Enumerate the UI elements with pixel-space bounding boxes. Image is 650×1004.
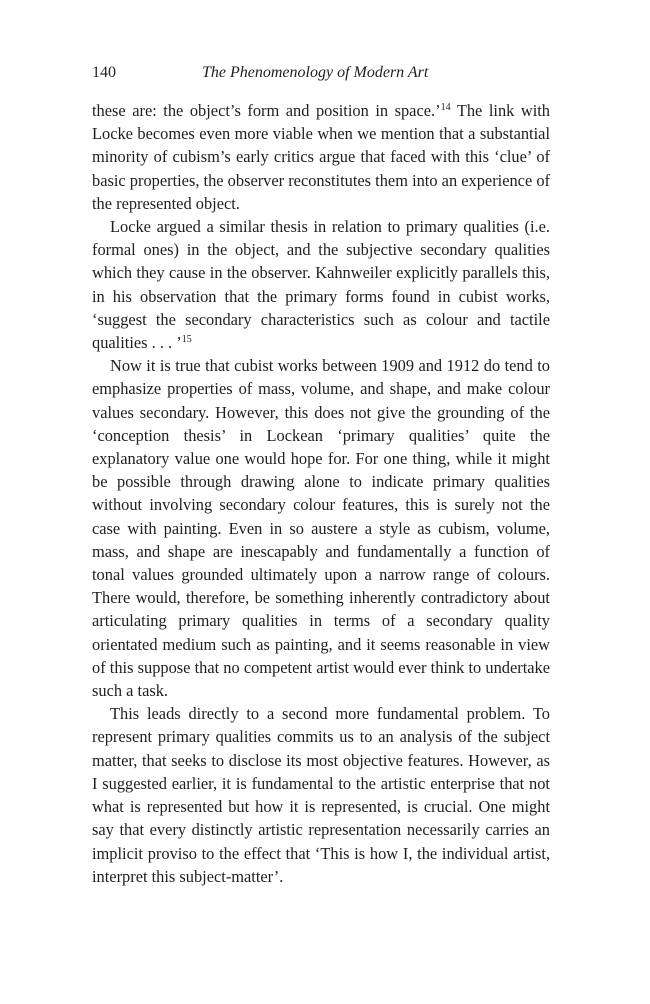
text-run: Locke argued a similar thesis in relation to primary qualities (i.e. formal ones) in the object, and the subjective secondary qualities which they cause in the observer. Kahnweiler explicitly parallels this, in his observation that the primary forms found in cubist works, ‘suggest the secondary characteristics such as colour and tactile qualities . . . ’: [92, 217, 550, 353]
paragraph-4: [92, 702, 550, 888]
text-run: Now it is true that cubist works between 1909 and 1912 do tend to emphasize properties of mass, volume, and shape, and make colour values secondary. However, this does not give the grounding of the ‘conception thesis’ in Lockean ‘primary qualities’ quite the explanatory value one would hope for. For one thing, while it might be possible through drawing alone to indicate primary qualities without involving secondary colour features, this is surely not the case with painting. Even in so austere a style as cubism, volume, mass, and shape are inescapably and fundamentally a function of tonal values grounded ultimately upon a narrow range of colours. There would, therefore, be something inherently contradictory about articulating primary qualities in terms of a secondary quality orientated medium such as painting, and it seems reasonable in view of this suppose that no competent artist would ever think to undertake such a task.: [92, 356, 550, 701]
page-number: 140: [92, 64, 116, 81]
paragraph-2: [92, 215, 550, 354]
body-text: [92, 99, 550, 888]
running-head: [92, 62, 550, 84]
footnote-ref-15: 15: [181, 334, 192, 346]
text-run: these are: the object’s form and position in space.’: [92, 101, 441, 120]
footnote-ref-14: 14: [440, 102, 451, 113]
text-run: The link with Locke becomes even more viable when we mention that a substantial minority of cubism’s early critics argue that faced with this ‘clue’ of basic properties, the observer reconstitutes them into an experience of the represented object.: [92, 101, 551, 213]
paragraph-1: [92, 99, 550, 215]
text-run: This leads directly to a second more fundamental problem. To represent primary qualities commits us to an analysis of the subject matter, that seeks to disclose its most objective features. However, as I suggested earlier, it is fundamental to the artistic enterprise that not what is represented but how it is represented, is crucial. One might say that every distinctly artistic representation necessarily carries an implicit proviso to the effect that ‘This is how I, the individual artist, interpret this subject-matter’.: [92, 704, 550, 886]
book-title: The Phenomenology of Modern Art: [202, 64, 429, 81]
paragraph-3: [92, 354, 550, 702]
